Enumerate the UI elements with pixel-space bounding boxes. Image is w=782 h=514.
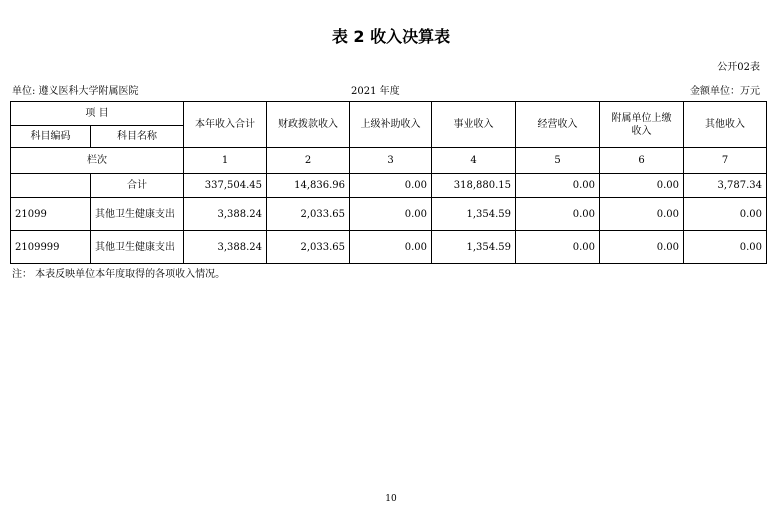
index-number: 3 (350, 148, 432, 174)
col-header-affiliated: 附属单位上缴收入 (600, 102, 684, 148)
value-cell: 3,388.24 (184, 231, 267, 264)
value-cell: 0.00 (684, 198, 767, 231)
value-cell: 0.00 (516, 198, 600, 231)
table-row (11, 198, 767, 231)
table-row (11, 231, 767, 264)
value-cell: 2,033.65 (267, 198, 350, 231)
value-cell: 1,354.59 (432, 231, 516, 264)
value-cell: 3,388.24 (184, 198, 267, 231)
row-name: 合计 (91, 174, 184, 198)
page-number: 10 (385, 494, 397, 504)
col-header-other: 其他收入 (684, 102, 767, 148)
fiscal-year: 2021 年度 (351, 86, 400, 97)
value-cell: 3,787.34 (684, 174, 767, 198)
income-table (10, 101, 767, 264)
col-header-business: 事业收入 (432, 102, 516, 148)
value-cell: 0.00 (350, 198, 432, 231)
col-header-fiscal: 财政拨款收入 (267, 102, 350, 148)
header-row-1 (11, 102, 767, 126)
value-cell: 2,033.65 (267, 231, 350, 264)
value-cell: 318,880.15 (432, 174, 516, 198)
item-header: 项 目 (11, 102, 184, 126)
col-header-total: 本年收入合计 (184, 102, 267, 148)
value-cell: 0.00 (684, 231, 767, 264)
row-code (11, 174, 91, 198)
value-cell: 0.00 (516, 231, 600, 264)
value-cell: 0.00 (600, 231, 684, 264)
form-number: 公开02表 (717, 62, 760, 73)
value-cell: 0.00 (350, 231, 432, 264)
index-label: 栏次 (11, 148, 184, 174)
value-cell: 0.00 (600, 198, 684, 231)
name-header: 科目名称 (91, 126, 184, 148)
value-cell: 337,504.45 (184, 174, 267, 198)
index-number: 7 (684, 148, 767, 174)
table-note: 注： 本表反映单位本年度取得的各项收入情况。 (12, 269, 226, 280)
code-header: 科目编码 (11, 126, 91, 148)
row-name: 其他卫生健康支出 (91, 231, 184, 264)
index-number: 6 (600, 148, 684, 174)
index-number: 2 (267, 148, 350, 174)
index-number: 4 (432, 148, 516, 174)
index-number: 5 (516, 148, 600, 174)
table-row-total (11, 174, 767, 198)
money-unit: 金额单位：万元 (690, 86, 760, 97)
value-cell: 0.00 (350, 174, 432, 198)
index-row (11, 148, 767, 174)
value-cell: 0.00 (516, 174, 600, 198)
value-cell: 0.00 (600, 174, 684, 198)
row-code: 21099 (11, 198, 91, 231)
row-name: 其他卫生健康支出 (91, 198, 184, 231)
row-code: 2109999 (11, 231, 91, 264)
col-header-operating: 经营收入 (516, 102, 600, 148)
value-cell: 14,836.96 (267, 174, 350, 198)
col-header-superior-subsidy: 上级补助收入 (350, 102, 432, 148)
value-cell: 1,354.59 (432, 198, 516, 231)
reporting-unit: 单位: 遵义医科大学附属医院 (12, 86, 139, 97)
index-number: 1 (184, 148, 267, 174)
page-title: 表 2 收入决算表 (331, 27, 451, 46)
